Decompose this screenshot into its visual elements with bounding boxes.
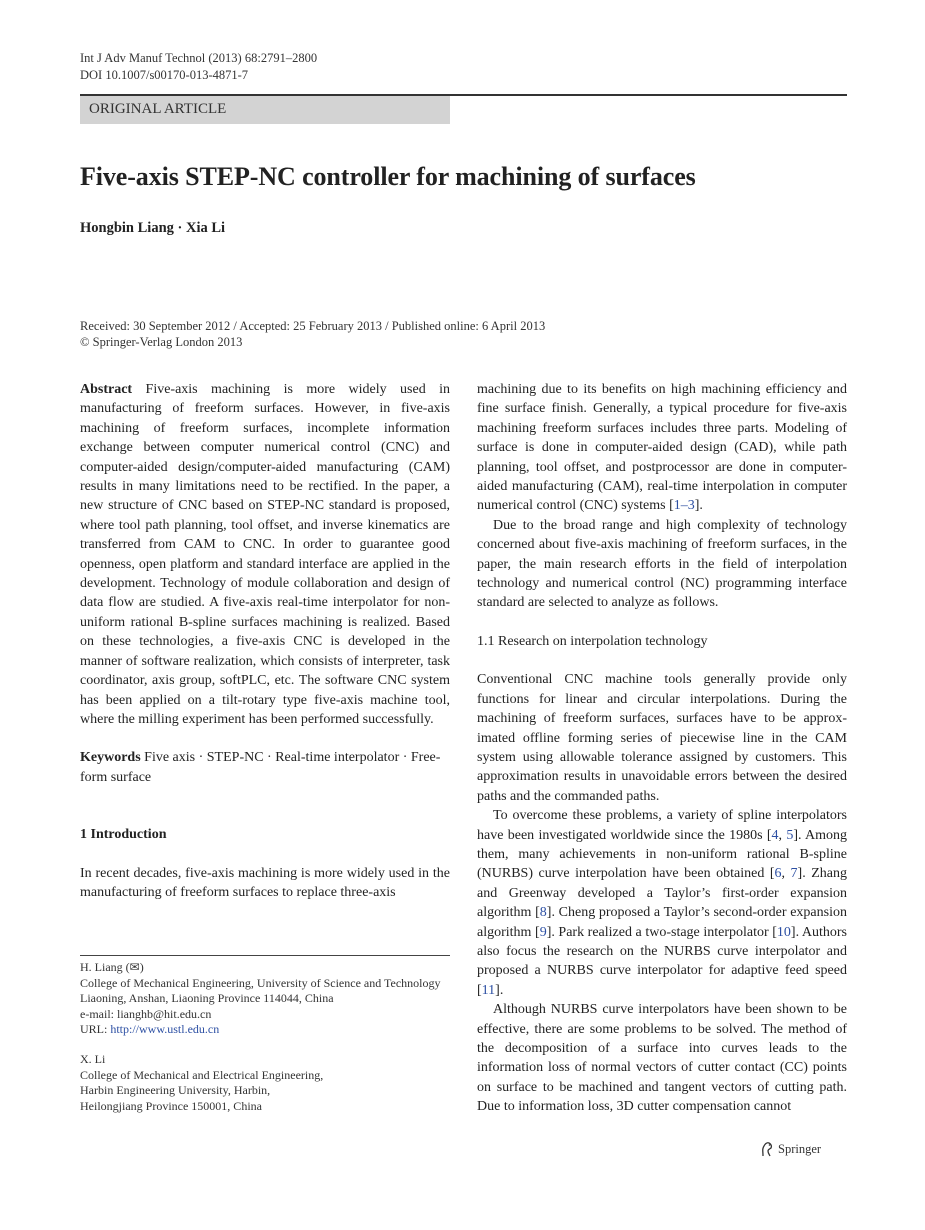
paragraph-5: Although NURBS curve interpolators have been shown to be effective, there are some problems to be solved. The method of the decomposition of a surface into curves leads to the information loss of normal vectors of cutter contact (CC) points on surface to be machined and tangent vectors of cutting path. Due to information loss, 3D cutter compensation cannot (477, 1002, 847, 1115)
p4-text-d: ]. Cheng proposed a Taylor’s second-order expansion algorithm [ (477, 905, 847, 940)
author-1-affiliation: College of Mechanical Engineering, University of Science and Technology Liaoning, Anshan, Liaoning Province 114044, China (80, 975, 441, 1005)
author-2-name: X. Li (80, 1052, 106, 1066)
p4-text-g: ]. (495, 982, 504, 998)
citation-link[interactable]: 5 (786, 827, 794, 843)
citation-link[interactable]: 11 (481, 982, 496, 998)
article-type-banner: ORIGINAL ARTICLE (80, 96, 450, 124)
author-1-url-line (80, 1022, 450, 1038)
author-1-name: H. Liang (✉) (80, 960, 144, 974)
url-label: URL: (80, 1022, 111, 1036)
subsection-heading: 1.1 Research on interpolation technology (477, 633, 708, 649)
publisher-footer (760, 1141, 821, 1157)
p4-text-b: ]. Among them, many achievements in non-uniform rational B-spline (NURBS) curve interpolation have been obtained [ (477, 827, 848, 882)
p1-end: ]. (694, 498, 703, 514)
citation-link[interactable]: 4 (771, 827, 779, 843)
abstract-label: Abstract (80, 382, 133, 397)
abstract-text: Five-axis machining is more widely used in manufacturing of freeform surfaces. However, in five-axis machining of freeform surfaces, incomplete information exchange between computer numerical control (CNC) and computer-aided design/computer-aided manufacturing (CAM) results in many limitations need to be rectified. In the paper, a new structure of CNC based on STEP-NC standard is proposed, where tool path planning, tool offset, and inverse kinematics are transferred from CAM to CNC. In order to guarantee good openness, open platform and standard interface are applied in the development. Technology of module collaboration and design of data flow are studied. A five-axis real-time interpolator for non-uniform rational B-spline surfaces machining is realized. Based on these technologies, a five-axis CNC is developed in the manner of software realization, which consists of interpreter, task coordinator, axis group, softPLC, etc. The software CNC system has been applied on a tilt-rotary type five-axis machine tool, where the milling experiment has been performed successfully. (80, 382, 450, 727)
authors: Hongbin Liang · Xia Li (80, 220, 226, 236)
copyright-line: © Springer-Verlag London 2013 (80, 335, 243, 349)
author-2-affiliation-line-1: College of Mechanical and Electrical Engineering, (80, 1067, 324, 1082)
author-1-url-link[interactable]: http://www.ustl.edu.cn (110, 1022, 220, 1036)
paragraph-3: Conventional CNC machine tools generally provide only functions for linear and circular interpolations. During the machining of freeform surfaces, surfaces have to be approximated offline forming series of piecewise line in the CAM system using allowable tolerance assigned by customers. This approximation results in unavoidable errors between the desired paths and the commanded paths. (477, 672, 847, 804)
p4-text-a: To overcome these problems, a variety of spline interpolators have been investigated worldwide since the 1980s [ (477, 808, 847, 843)
citation-link[interactable]: 8 (539, 905, 547, 921)
dates-line: Received: 30 September 2012 / Accepted: 25 February 2013 / Published online: 6 April 2013 (80, 319, 546, 333)
keywords (80, 748, 450, 787)
intro-paragraph: In recent decades, five-axis machining is more widely used in the manufacturing of freeform surfaces to replace three-axis (80, 865, 450, 900)
citation-link[interactable]: 1–3 (673, 498, 695, 514)
author-affiliation-2 (80, 1052, 450, 1114)
author-2-affiliation-line-3: Heilongjiang Province 150001, China (80, 1098, 262, 1113)
p1-text: machining due to its benefits on high machining efficiency and fine surface finish. Generally, a typical procedure for five-axis machining freeform surfaces includes three parts. Modeling of surface is done in computer-aided design (CAD), while path planning, tool offset, and postprocessor are done in computer-aided manufacturing (CAM), real-time interpolation in computer numerical control (CNC) systems [ (477, 382, 847, 514)
keywords-label: Keywords (80, 750, 141, 766)
p4-text-e: ]. Park realized a two-stage interpolator [ (546, 924, 777, 940)
publication-dates (80, 318, 847, 350)
springer-horse-icon (760, 1141, 774, 1157)
author-2-affiliation-line-2: Harbin Engineering University, Harbin, (80, 1083, 271, 1097)
author-affiliation-1 (80, 960, 450, 1038)
author-1-email: e-mail: lianghb@hit.edu.cn (80, 1006, 212, 1021)
keywords-text: Five axis · STEP-NC · Real-time interpolator · Free-form surface (80, 750, 441, 785)
p4-text-f: ]. Authors also focus the research on the NURBS curve interpolator and proposed a NURBS curve interpolator for adaptive feed speed [ (477, 924, 847, 998)
paragraph-2: Due to the broad range and high complexity of technology concerned about five-axis machining of freeform surfaces, in the paper, the main research efforts in the field of interpolation technology and numerical control (NC) programming interface standard are selected to analyze as follows. (477, 517, 847, 611)
citation-link[interactable]: 7 (790, 866, 798, 882)
citation-link[interactable]: 9 (539, 924, 547, 940)
paper-title: Five-axis STEP-NC controller for machining of surfaces (80, 162, 696, 191)
right-column (477, 380, 847, 1117)
publisher-name: Springer (778, 1141, 822, 1156)
p4-sep: , (781, 866, 791, 882)
footnote-rule (80, 955, 450, 956)
p4-sep: , (778, 827, 787, 843)
journal-citation: Int J Adv Manuf Technol (2013) 68:2791–2800 (80, 51, 318, 65)
doi: DOI 10.1007/s00170-013-4871-7 (80, 68, 249, 82)
paragraph-1 (477, 380, 847, 516)
p4-text-c: ]. Zhang and Greenway developed a Taylor’s first-order expansion algorithm [ (477, 866, 847, 921)
paragraph-4 (477, 806, 847, 1000)
abstract (80, 380, 450, 729)
citation-link[interactable]: 6 (774, 866, 782, 882)
section-heading-introduction: 1 Introduction (80, 827, 167, 843)
citation-link[interactable]: 10 (776, 924, 791, 940)
left-column (80, 380, 450, 902)
